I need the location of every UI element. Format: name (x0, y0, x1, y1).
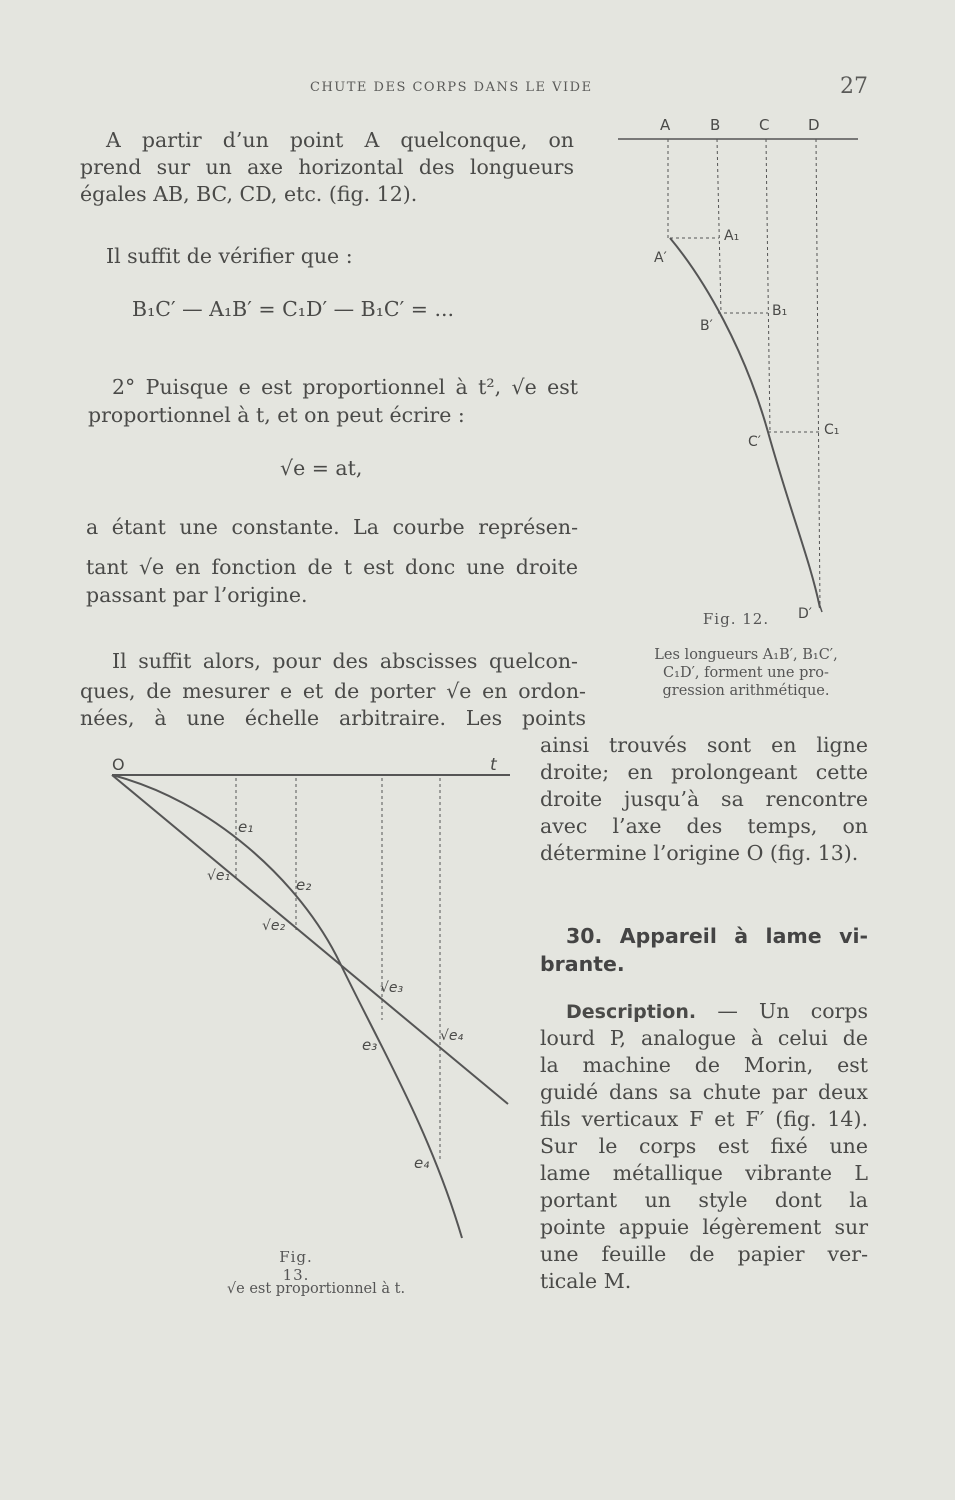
description-line-6: Sur le corps est fixé une (540, 1134, 868, 1158)
fig13-caption: √e est proportionnel à t. (226, 1281, 406, 1297)
fig13-e1-label: e₁ (238, 818, 254, 836)
fig13-sqrt-e4-label: √e₄ (440, 1028, 464, 1044)
fig12-label-a1: A₁ (724, 228, 740, 244)
fig12-caption-line-3: gression arithmétique. (662, 683, 830, 699)
paragraph-4-line-3: passant par l’origine. (86, 583, 308, 607)
fig13-e4-label: e₄ (414, 1154, 430, 1172)
fig12-label-b: B (710, 116, 721, 134)
equation-1: B₁C′ — A₁B′ = C₁D′ — B₁C′ = ... (132, 297, 455, 321)
description-line-3: la machine de Morin, est (540, 1053, 868, 1077)
paragraph-6-line-1: ainsi trouvés sont en ligne (540, 733, 868, 757)
paragraph-1-line-3: égales AB, BC, CD, etc. (fig. 12). (80, 182, 418, 206)
fig12-label-b-prime: B′ (700, 318, 713, 334)
fig12-label-b1: B₁ (772, 303, 788, 319)
paragraph-6-line-2: droite; en prolongeant cette (540, 760, 868, 784)
paragraph-3-line-1: 2° Puisque e est proportionnel à t², √e est (112, 375, 578, 399)
paragraph-5-line-3: nées, à une échelle arbitraire. Les points (80, 706, 586, 730)
paragraph-4-line-2: tant √e en fonction de t est donc une droite (86, 555, 578, 579)
fig13-sqrt-line (112, 775, 508, 1104)
fig12-caption-line-2: C₁D′, forment une pro- (663, 665, 829, 681)
page-number: 27 (840, 74, 868, 99)
fig12-caption-line-1: Les longueurs A₁B′, B₁C′, (654, 647, 838, 663)
fig12-label-d-prime: D′ (798, 606, 812, 622)
paragraph-1-line-1: A partir d’un point A quelconque, on (106, 128, 574, 152)
description-line-5: fils verticaux F et F′ (fig. 14). (540, 1107, 868, 1131)
fig13-parabola-curve (112, 775, 462, 1238)
description-line-2: lourd P, analogue à celui de (540, 1026, 868, 1050)
description-line-11: ticale M. (540, 1269, 632, 1293)
fig12-label-c: C (759, 116, 770, 134)
fig12-label-c-prime: C′ (748, 434, 761, 450)
fig12-label-c1: C₁ (824, 422, 840, 438)
paragraph-6-line-5: détermine l’origine O (fig. 13). (540, 841, 859, 865)
description-line-7: lame métallique vibrante L (540, 1161, 868, 1185)
running-title: CHUTE DES CORPS DANS LE VIDE (310, 80, 593, 95)
fig13-e2-label: e₂ (296, 876, 312, 894)
fig12-label-d: D (808, 116, 820, 134)
fig12-label-a: A (660, 116, 671, 134)
fig13-origin-label: O (112, 755, 125, 774)
fig13-sqrt-e3-label: √e₃ (380, 980, 404, 996)
paragraph-5-line-1: Il suffit alors, pour des abscisses quelcon- (112, 649, 578, 673)
description-line-8: portant un style dont la (540, 1188, 868, 1212)
fig13-t-label: t (490, 755, 497, 775)
fig12-label: Fig. 12. (702, 610, 770, 628)
description-line-10: une feuille de papier ver- (540, 1242, 868, 1266)
description-first: — Un corps (696, 999, 868, 1023)
equation-2: √e = at, (280, 456, 363, 480)
description-line-9: pointe appuie légèrement sur (540, 1215, 868, 1239)
fig13-label: Fig. 13. (279, 1248, 313, 1284)
paragraph-3-line-2: proportionnel à t, et on peut écrire : (88, 403, 465, 427)
fig13-e3-label: e₃ (362, 1036, 378, 1054)
paragraph-6-line-4: avec l’axe des temps, on (540, 814, 868, 838)
paragraph-6-line-3: droite jusqu’à sa rencontre (540, 787, 868, 811)
section-title-line-2: brante. (540, 952, 625, 976)
paragraph-4-line-1: a étant une constante. La courbe représen- (86, 515, 578, 539)
fig13-sqrt-e2-label: √e₂ (262, 918, 286, 934)
paragraph-1-line-2: prend sur un axe horizontal des longueurs (80, 155, 574, 179)
paragraph-2: Il suffit de vérifier que : (106, 244, 353, 268)
description-line-4: guidé dans sa chute par deux (540, 1080, 868, 1104)
section-title-line-1: 30. Appareil à lame vi- (566, 924, 868, 948)
description-label: Description. (566, 1001, 697, 1023)
paragraph-5-line-2: ques, de mesurer e et de porter √e en ordon- (80, 679, 586, 703)
fig13-sqrt-e1-label: √e₁ (207, 868, 231, 884)
fig12-label-a-prime: A′ (654, 250, 667, 266)
